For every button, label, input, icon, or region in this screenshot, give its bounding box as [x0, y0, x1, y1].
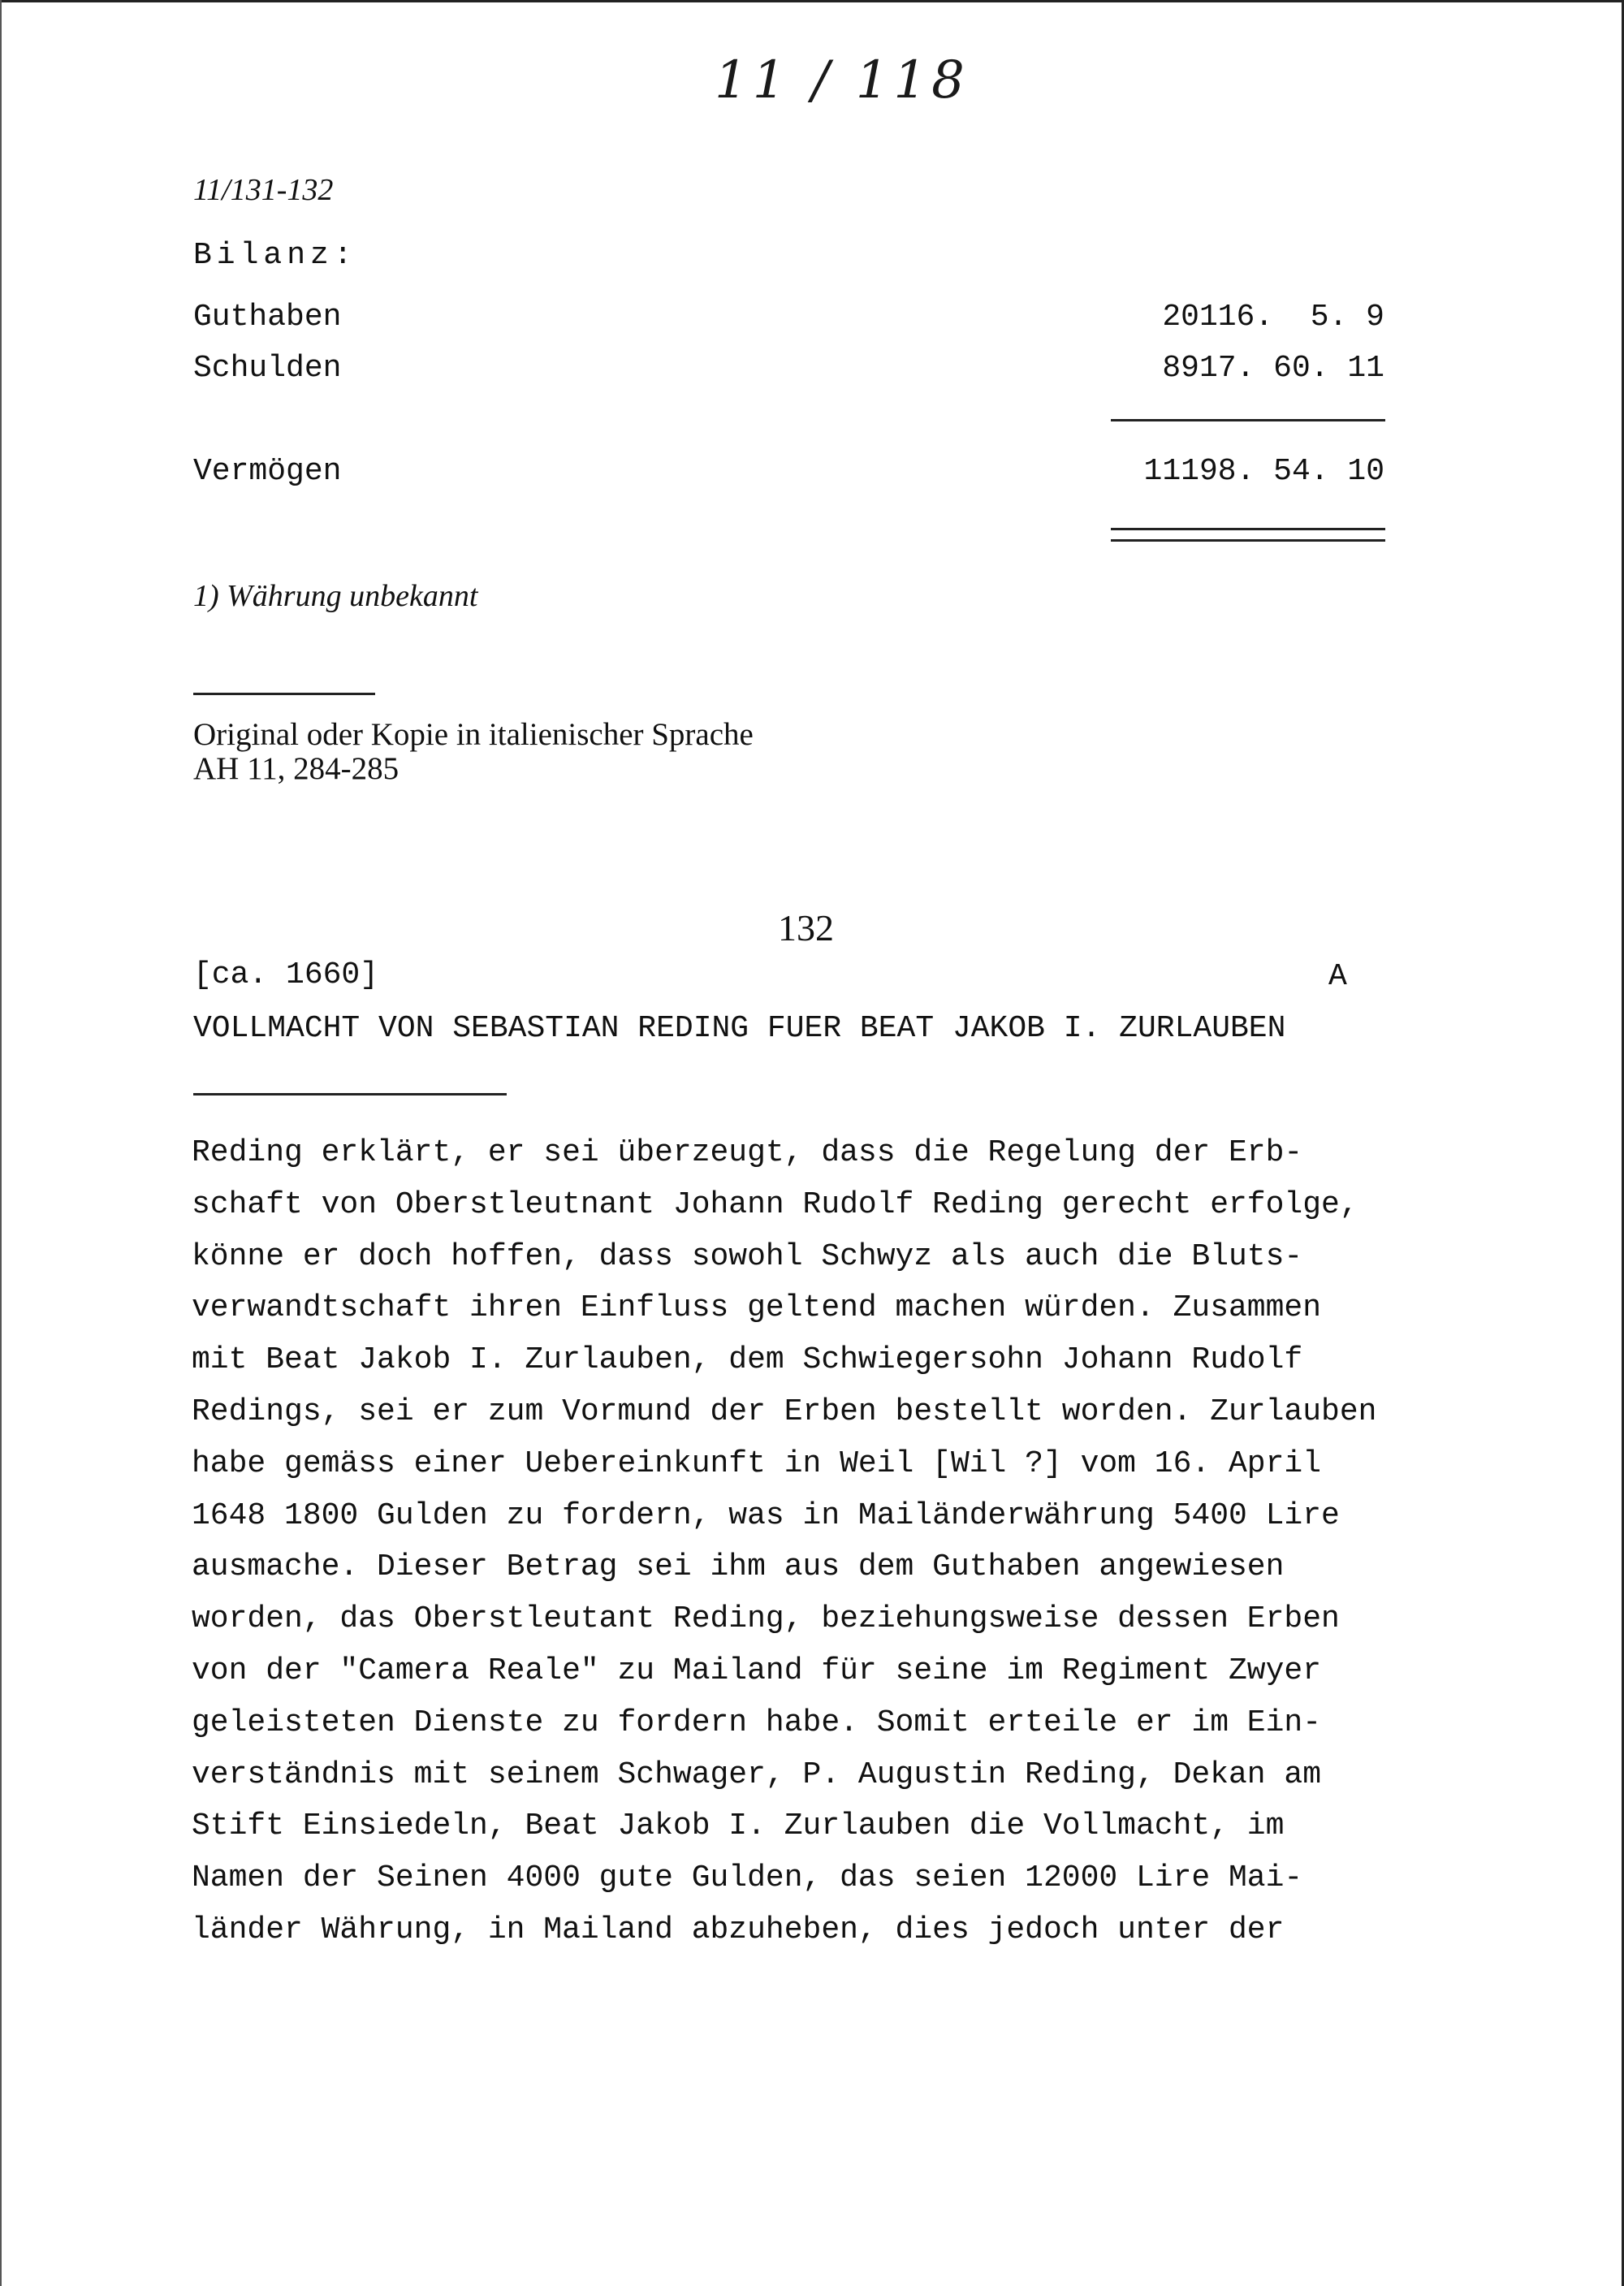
- body-line: worden, das Oberstleutant Reding, beziehungsweise dessen Erben: [192, 1601, 1340, 1637]
- entry-date: [ca. 1660]: [193, 957, 379, 992]
- body-line: könne er doch hoffen, dass sowohl Schwyz als auch die Bluts-: [192, 1238, 1303, 1274]
- body-line: verständnis mit seinem Schwager, P. Augustin Reding, Dekan am: [192, 1757, 1322, 1792]
- bilanz-label-schulden: Schulden: [193, 351, 342, 386]
- footnote: 1) Währung unbekannt: [193, 579, 478, 613]
- body-line: geleisteten Dienste zu fordern habe. Somit erteile er im Ein-: [192, 1705, 1322, 1740]
- bilanz-value-vermoegen: 11198. 54. 10: [1143, 454, 1384, 489]
- source-separator: [193, 693, 375, 695]
- body-line: habe gemäss einer Uebereinkunft in Weil [Wil ?] vom 16. April: [192, 1445, 1322, 1481]
- source-archive-ref: AH 11, 284-285: [193, 751, 400, 786]
- bilanz-label-guthaben: Guthaben: [193, 300, 342, 335]
- entry-variant: A: [1328, 959, 1347, 994]
- page-border-top: [0, 0, 1624, 2]
- page-border-left: [0, 0, 2, 2286]
- bilanz-label-vermoegen: Vermögen: [193, 454, 342, 489]
- double-rule-top: [1111, 528, 1385, 530]
- sum-rule: [1111, 419, 1385, 421]
- body-line: schaft von Oberstleutnant Johann Rudolf Reding gerecht erfolge,: [192, 1186, 1358, 1222]
- body-line: länder Währung, in Mailand abzuheben, dies jedoch unter der: [192, 1912, 1285, 1947]
- entry-title: VOLLMACHT VON SEBASTIAN REDING FUER BEAT JAKOB I. ZURLAUBEN: [193, 1011, 1286, 1046]
- bilanz-heading: Bilanz:: [193, 238, 357, 273]
- body-text: [192, 1127, 1613, 1956]
- body-line: ausmache. Dieser Betrag sei ihm aus dem Guthaben angewiesen: [192, 1549, 1285, 1585]
- source-language: Original oder Kopie in italienischer Sprache: [193, 717, 754, 752]
- body-line: Redings, sei er zum Vormund der Erben bestellt worden. Zurlauben: [192, 1394, 1377, 1429]
- body-line: Namen der Seinen 4000 gute Gulden, das seien 12000 Lire Mai-: [192, 1860, 1303, 1896]
- handwritten-page-reference: 11 / 118: [715, 50, 970, 110]
- body-line: Reding erklärt, er sei überzeugt, dass die Regelung der Erb-: [192, 1135, 1303, 1170]
- entry-number: 132: [778, 907, 834, 949]
- bilanz-value-guthaben: 20116. 5. 9: [1162, 300, 1384, 335]
- body-line: von der "Camera Reale" zu Mailand für seine im Regiment Zwyer: [192, 1653, 1322, 1688]
- body-line: mit Beat Jakob I. Zurlauben, dem Schwiegersohn Johann Rudolf: [192, 1342, 1303, 1378]
- bilanz-value-schulden: 8917. 60. 11: [1162, 351, 1384, 386]
- body-line: verwandtschaft ihren Einfluss geltend machen würden. Zusammen: [192, 1290, 1322, 1326]
- double-rule-bottom: [1111, 539, 1385, 542]
- body-line: 1648 1800 Gulden zu fordern, was in Mailänderwährung 5400 Lire: [192, 1497, 1340, 1533]
- document-reference: 11/131-132: [193, 173, 334, 207]
- title-separator: [193, 1093, 507, 1095]
- body-line: Stift Einsiedeln, Beat Jakob I. Zurlauben die Vollmacht, im: [192, 1808, 1285, 1844]
